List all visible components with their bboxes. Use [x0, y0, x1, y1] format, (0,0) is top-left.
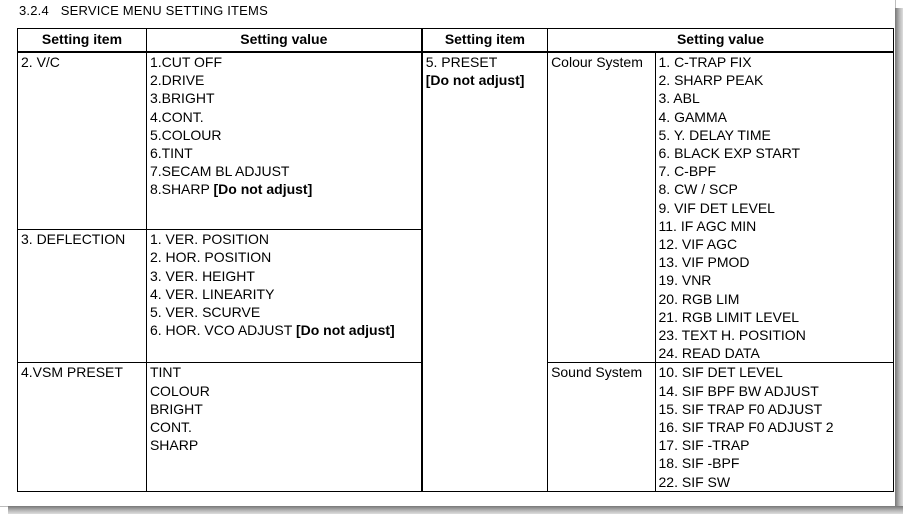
- list-item: 10. SIF DET LEVEL: [658, 364, 783, 381]
- page-shadow-right: [895, 8, 903, 514]
- do-not-adjust-note: [Do not adjust]: [425, 72, 525, 89]
- setting-values-vc: [146, 52, 421, 230]
- header-setting-item-right: Setting item: [422, 29, 548, 53]
- list-item: 13. VIF PMOD: [658, 254, 750, 271]
- section-number: 3.2.4: [19, 3, 49, 18]
- list-item-text: 6. HOR. VCO ADJUST: [149, 322, 296, 339]
- list-item: 6.TINT: [149, 145, 193, 162]
- setting-values-sound: [655, 363, 894, 491]
- table-header-row: [18, 29, 894, 53]
- list-item-text: 8.SHARP: [149, 181, 214, 198]
- setting-item-deflection: 3. DEFLECTION: [18, 230, 147, 363]
- list-item: [150, 180, 418, 198]
- list-item: COLOUR: [149, 382, 210, 399]
- list-item: 3.BRIGHT: [149, 90, 215, 107]
- header-setting-item-left: Setting item: [18, 29, 147, 53]
- list-item: 2.DRIVE: [149, 72, 205, 89]
- list-item: 24. READ DATA: [658, 345, 760, 362]
- list-item: 5. Y. DELAY TIME: [658, 126, 771, 143]
- list-item: 19. VNR: [658, 272, 712, 289]
- list-item: TINT: [149, 364, 182, 381]
- list-item: 22. SIF SW: [658, 473, 731, 490]
- list-item: 1.CUT OFF: [149, 54, 223, 70]
- list-item: 14. SIF BPF BW ADJUST: [658, 382, 819, 399]
- list-item: 12. VIF AGC: [658, 236, 738, 253]
- list-item: 7. C-BPF: [658, 163, 717, 180]
- setting-item-preset-label: 5. PRESET: [425, 54, 498, 70]
- setting-values-deflection: [146, 230, 421, 363]
- list-item: 17. SIF -TRAP: [658, 437, 750, 454]
- list-item: 11. IF AGC MIN: [658, 217, 757, 234]
- list-item: 4.CONT.: [149, 108, 204, 125]
- setting-values-colour: [655, 52, 894, 363]
- list-item: 8. CW / SCP: [658, 181, 738, 198]
- list-item: 7.SECAM BL ADJUST: [149, 163, 290, 180]
- list-item: CONT.: [149, 419, 192, 436]
- system-sound: Sound System: [548, 363, 655, 491]
- setting-item-preset: [422, 52, 548, 491]
- list-item: 1. C-TRAP FIX: [658, 54, 752, 70]
- list-item: 1. VER. POSITION: [149, 231, 269, 248]
- list-item: 2. HOR. POSITION: [149, 249, 272, 266]
- list-item: 5.COLOUR: [149, 126, 222, 143]
- section-heading: [19, 3, 268, 18]
- list-item: [150, 321, 418, 339]
- header-setting-value-right: Setting value: [548, 29, 894, 53]
- list-item: 21. RGB LIMIT LEVEL: [658, 308, 800, 325]
- setting-item-vc: 2. V/C: [18, 52, 147, 230]
- list-item: SHARP: [149, 437, 199, 454]
- list-item: 9. VIF DET LEVEL: [658, 199, 775, 216]
- list-item: 5. VER. SCURVE: [149, 304, 261, 321]
- list-item: 3. VER. HEIGHT: [149, 267, 255, 284]
- list-item: BRIGHT: [149, 400, 203, 417]
- list-item: 4. VER. LINEARITY: [149, 285, 275, 302]
- list-item: 6. BLACK EXP START: [658, 145, 801, 162]
- do-not-adjust-note: [Do not adjust]: [295, 322, 395, 339]
- page-shadow-bottom: [8, 506, 903, 514]
- service-menu-table: [17, 28, 894, 492]
- list-item: 15. SIF TRAP F0 ADJUST: [658, 400, 823, 417]
- setting-values-vsm-preset: [146, 363, 421, 491]
- list-item: 16. SIF TRAP F0 ADJUST 2: [658, 419, 834, 436]
- list-item: 18. SIF -BPF: [658, 455, 740, 472]
- system-colour: Colour System: [548, 52, 655, 363]
- list-item: 20. RGB LIM: [658, 290, 740, 307]
- header-setting-value-left: Setting value: [146, 29, 421, 53]
- list-item: 3. ABL: [658, 90, 700, 107]
- list-item: 23. TEXT H. POSITION: [658, 327, 806, 344]
- setting-item-vsm-preset: 4.VSM PRESET: [18, 363, 147, 491]
- section-title: SERVICE MENU SETTING ITEMS: [60, 3, 268, 18]
- do-not-adjust-note: [Do not adjust]: [213, 181, 313, 198]
- table-row: [18, 52, 894, 230]
- list-item: 2. SHARP PEAK: [658, 72, 764, 89]
- list-item: 4. GAMMA: [658, 108, 727, 125]
